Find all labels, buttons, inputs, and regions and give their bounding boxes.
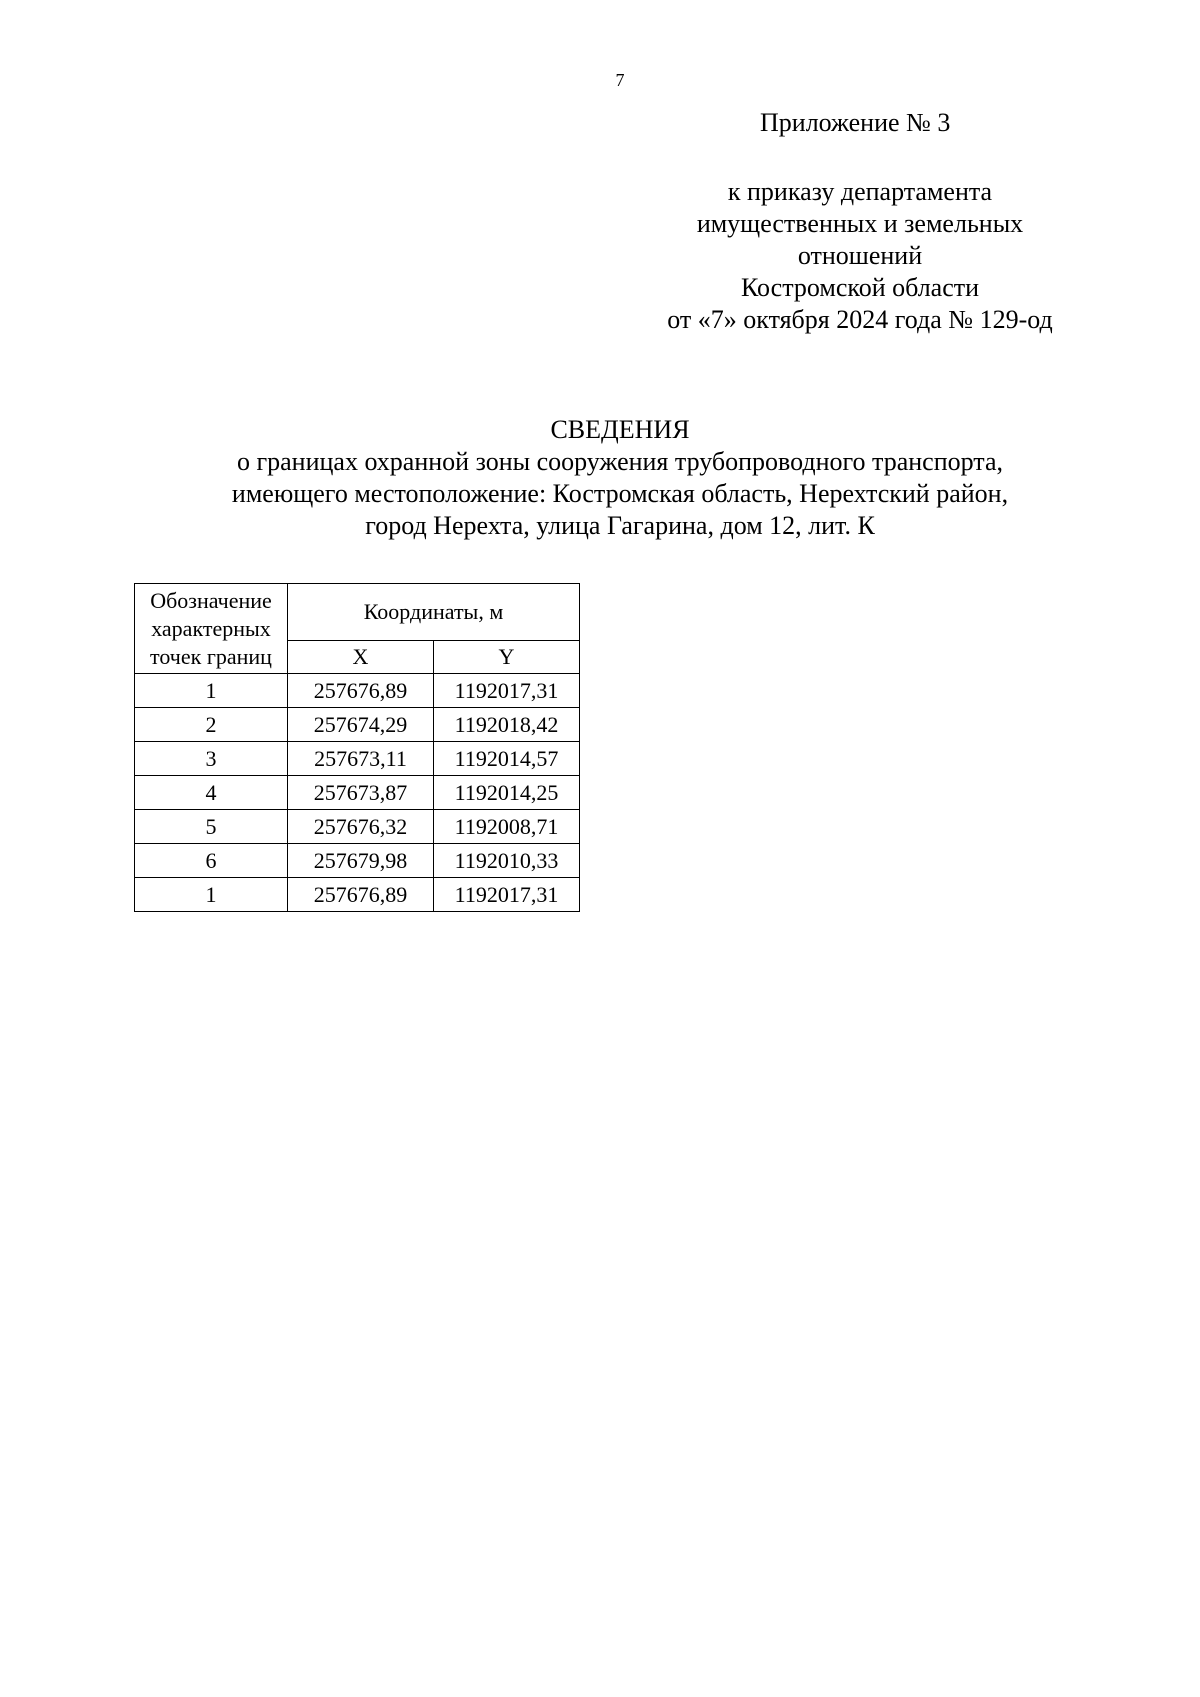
cell-x: 257676,89	[288, 674, 434, 708]
cell-x: 257673,11	[288, 742, 434, 776]
cell-x: 257676,89	[288, 878, 434, 912]
order-line: к приказу департамента	[727, 177, 993, 206]
header-label-line: Обозначение	[150, 587, 272, 613]
table-row	[135, 742, 580, 776]
cell-x: 257676,32	[288, 810, 434, 844]
appendix-heading: Приложение № 3	[760, 108, 951, 137]
page-number: 7	[615, 70, 625, 90]
subtitle-line: город Нерехта, улица Гагарина, дом 12, лит. К	[365, 511, 875, 540]
header-x: X	[288, 641, 434, 674]
cell-y: 1192010,33	[434, 844, 580, 878]
table-row	[135, 674, 580, 708]
header-point-label	[135, 584, 288, 674]
order-line: отношений	[797, 241, 923, 270]
coordinates-table	[134, 583, 580, 912]
cell-point: 4	[135, 776, 288, 810]
header-label-line: характерных	[151, 615, 271, 641]
cell-point: 1	[135, 878, 288, 912]
order-reference	[640, 176, 1080, 336]
cell-point: 5	[135, 810, 288, 844]
cell-x: 257674,29	[288, 708, 434, 742]
header-coordinates: Координаты, м	[288, 584, 580, 641]
table-row	[135, 708, 580, 742]
cell-point: 3	[135, 742, 288, 776]
table-row	[135, 878, 580, 912]
cell-point: 1	[135, 674, 288, 708]
subtitle-line: имеющего местоположение: Костромская область, Нерехтский район,	[231, 479, 1009, 508]
table-row	[135, 844, 580, 878]
cell-point: 6	[135, 844, 288, 878]
cell-x: 257679,98	[288, 844, 434, 878]
cell-y: 1192008,71	[434, 810, 580, 844]
order-line: от «7» октября 2024 года № 129-од	[667, 305, 1053, 334]
order-line: имущественных и земельных	[696, 209, 1024, 238]
cell-y: 1192014,57	[434, 742, 580, 776]
cell-point: 2	[135, 708, 288, 742]
header-y: Y	[434, 641, 580, 674]
cell-y: 1192018,42	[434, 708, 580, 742]
cell-x: 257673,87	[288, 776, 434, 810]
header-label-line: точек границ	[150, 643, 272, 669]
subtitle-line: о границах охранной зоны сооружения трубопроводного транспорта,	[236, 447, 1004, 476]
document-title-block	[100, 414, 1140, 542]
document-title: СВЕДЕНИЯ	[550, 415, 690, 444]
table-row	[135, 810, 580, 844]
cell-y: 1192017,31	[434, 674, 580, 708]
cell-y: 1192017,31	[434, 878, 580, 912]
cell-y: 1192014,25	[434, 776, 580, 810]
order-line: Костромской области	[740, 273, 980, 302]
table-row	[135, 776, 580, 810]
